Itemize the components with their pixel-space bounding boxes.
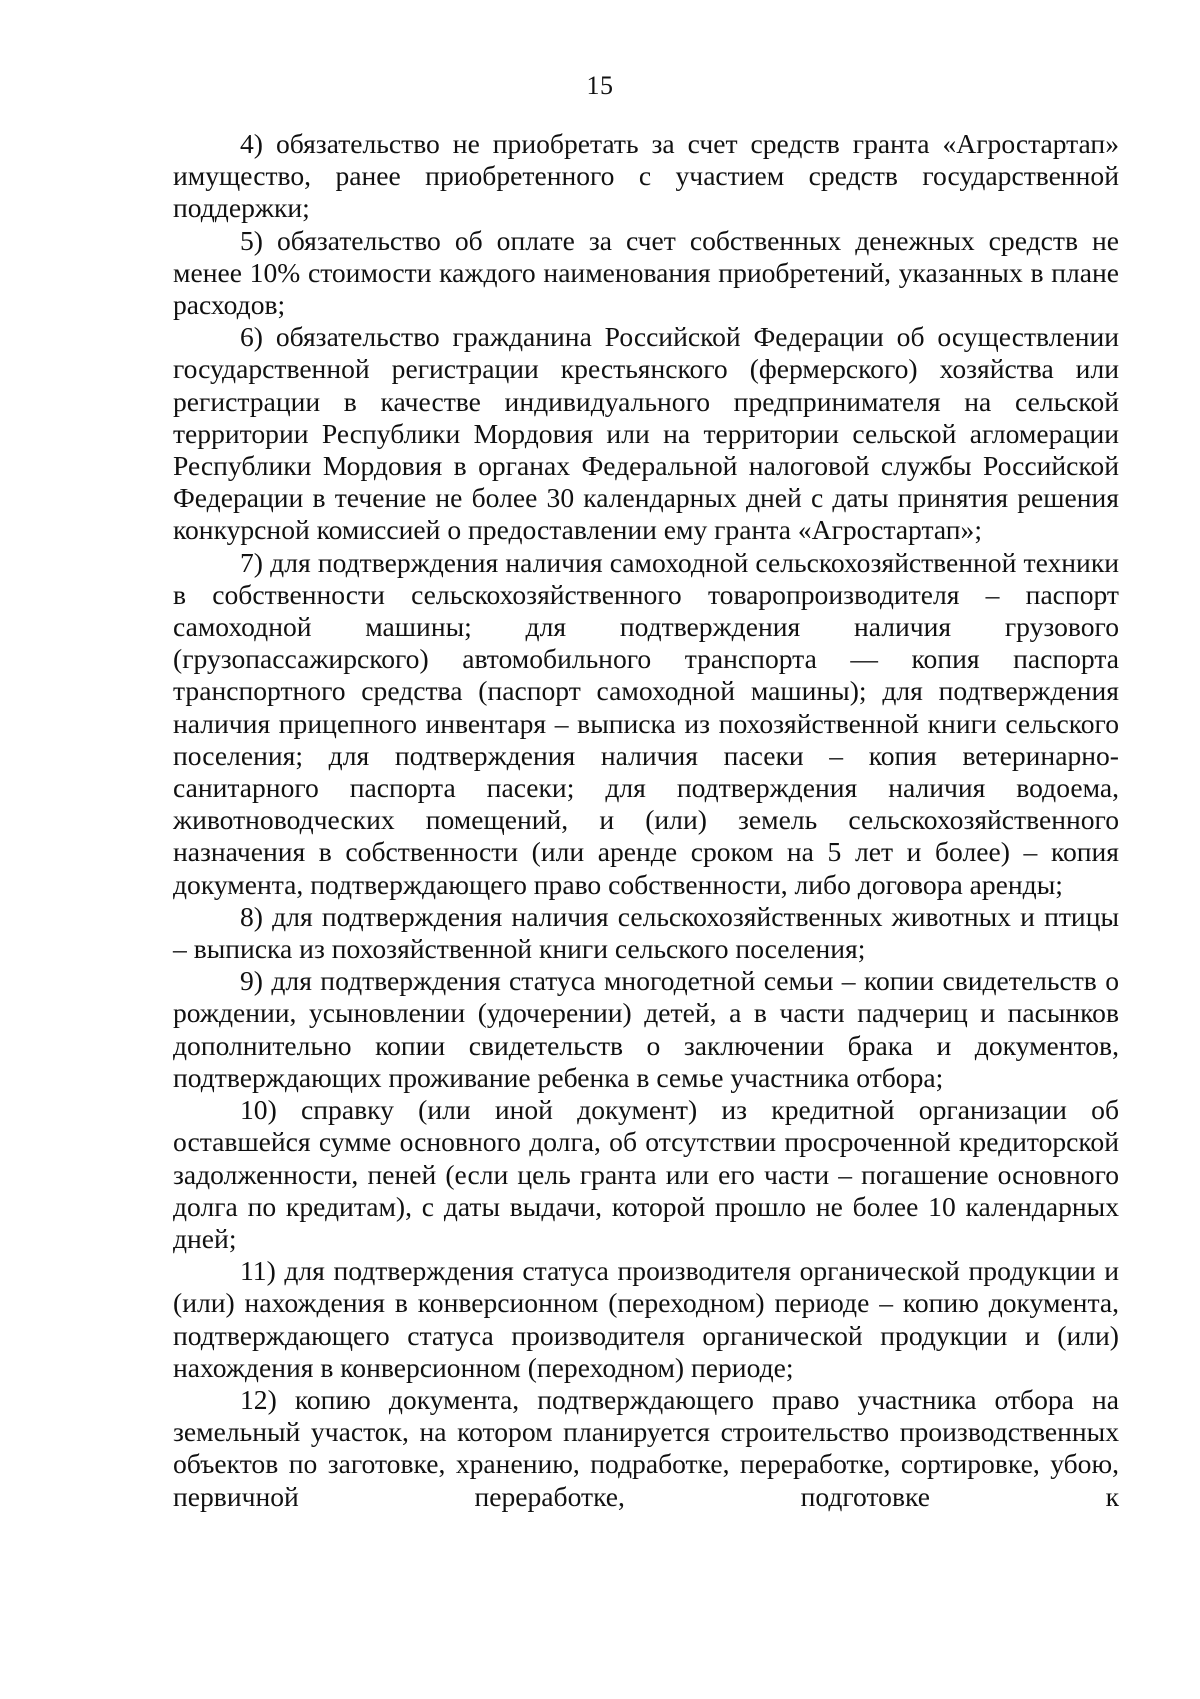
paragraph-item-9: 9) для подтверждения статуса многодетной семьи – копии свидетельств о рождении, усыновлении (удочерении) детей, а в части падчериц и пасынков дополнительно копии свидетельств о заключении брака и документов, подтверждающих проживание ребенка в семье участника отбора; bbox=[173, 965, 1119, 1093]
paragraph-item-4: 4) обязательство не приобретать за счет средств гранта «Агростартап» имущество, ранее приобретенного с участием средств государственной поддержки; bbox=[173, 128, 1119, 224]
paragraph-item-12: 12) копию документа, подтверждающего право участника отбора на земельный участок, на котором планируется строительство производственных объектов по заготовке, хранению, подработке, переработке, сортировке, убою, первичной переработке, подготовке к bbox=[173, 1383, 1119, 1512]
paragraph-item-11: 11) для подтверждения статуса производителя органической продукции и (или) нахождения в конверсионном (переходном) периоде – копию документа, подтверждающего статуса производителя органической продукции и (или) нахождения в конверсионном (переходном) периоде; bbox=[173, 1255, 1119, 1383]
paragraph-item-5: 5) обязательство об оплате за счет собственных денежных средств не менее 10% стоимости каждого наименования приобретений, указанных в плане расходов; bbox=[173, 224, 1119, 321]
paragraph-item-8: 8) для подтверждения наличия сельскохозяйственных животных и птицы – выписка из похозяйственной книги сельского поселения; bbox=[173, 900, 1119, 965]
paragraph-item-7: 7) для подтверждения наличия самоходной сельскохозяйственной техники в собственности сельскохозяйственного товаропроизводителя – паспорт самоходной машины; для подтверждения наличия грузового (грузопассажирского) автомобильного транспорта — копия паспорта транспортного средства (паспорт самоходной машины); для подтверждения наличия прицепного инвентаря – выписка из похозяйственной книги сельского поселения; для подтверждения наличия пасеки – копия ветеринарно-санитарного паспорта пасеки; для подтверждения наличия водоема, животноводческих помещений, и (или) земель сельскохозяйственного назначения в собственности (или аренде сроком на 5 лет и более) – копия документа, подтверждающего право собственности, либо договора аренды; bbox=[173, 546, 1119, 900]
page-number: 15 bbox=[586, 71, 614, 100]
paragraph-item-10: 10) справку (или иной документ) из кредитной организации об оставшейся сумме основного долга, об отсутствии просроченной кредиторской задолженности, пеней (если цель гранта или его части – погашение основного долга по кредитам), с даты выдачи, которой прошло не более 10 календарных дней; bbox=[173, 1094, 1119, 1254]
paragraph-item-6: 6) обязательство гражданина Российской Федерации об осуществлении государственной регистрации крестьянского (фермерского) хозяйства или регистрации в качестве индивидуального предпринимателя на сельской территории Республики Мордовия или на территории сельской агломерации Республики Мордовия в органах Федеральной налоговой службы Российской Федерации в течение не более 30 календарных дней с даты принятия решения конкурсной комиссией о предоставлении ему гранта «Агростартап»; bbox=[173, 321, 1119, 546]
document-body bbox=[173, 128, 1119, 1513]
